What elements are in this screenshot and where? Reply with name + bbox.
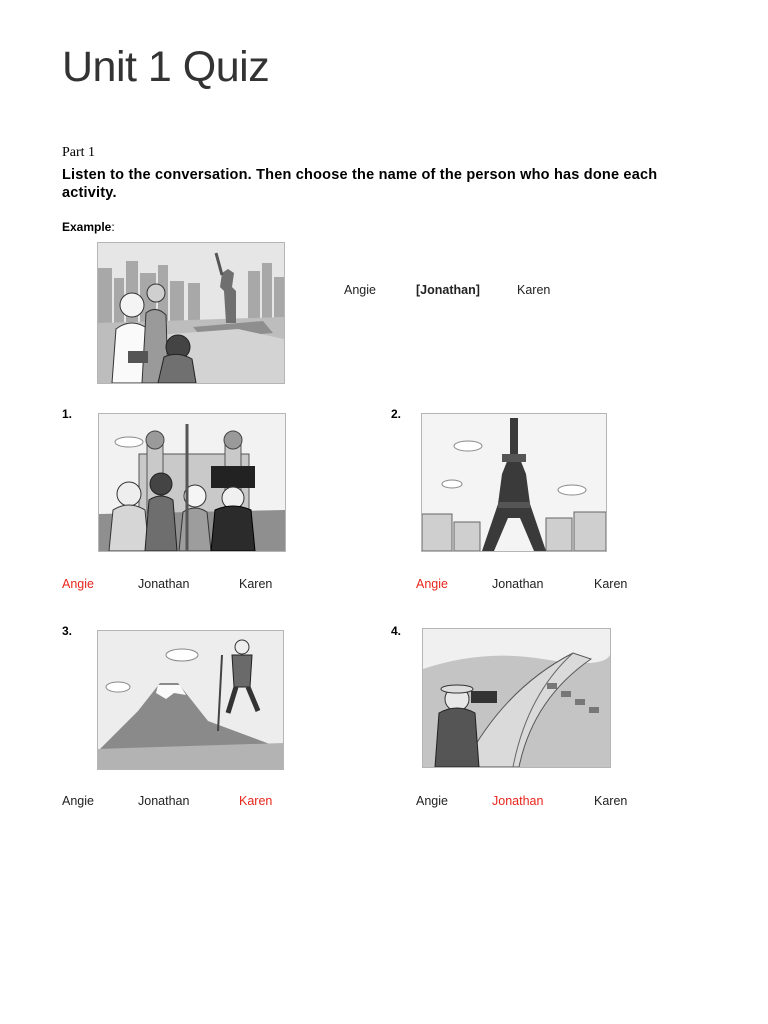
question-1-number: 1. [62, 407, 73, 421]
example-label [62, 220, 115, 234]
question-1-picture-tower-of-london [98, 413, 286, 552]
example-option-angie[interactable]: Angie [344, 283, 376, 297]
question-3-option-karen[interactable]: Karen [239, 794, 273, 808]
question-2-number: 2. [391, 407, 402, 421]
question-3-option-angie[interactable]: Angie [62, 794, 94, 808]
example-option-jonathan-answer[interactable]: [Jonathan] [416, 283, 480, 297]
question-3-number: 3. [62, 624, 73, 638]
page-title: Unit 1 Quiz [62, 43, 270, 91]
question-4-number: 4. [391, 624, 402, 638]
question-2-option-karen[interactable]: Karen [594, 577, 628, 591]
question-4-option-karen[interactable]: Karen [594, 794, 628, 808]
question-4-option-jonathan[interactable]: Jonathan [492, 794, 544, 808]
example-option-karen[interactable]: Karen [517, 283, 551, 297]
question-1-option-karen[interactable]: Karen [239, 577, 273, 591]
question-2-option-angie[interactable]: Angie [416, 577, 448, 591]
question-3-option-jonathan[interactable]: Jonathan [138, 794, 190, 808]
question-3-picture-mountain-hiker [97, 630, 284, 770]
example-label-colon: : [111, 220, 115, 234]
instructions: Listen to the conversation. Then choose the name of the person who has done each activity. [62, 167, 658, 201]
question-4-option-angie[interactable]: Angie [416, 794, 448, 808]
question-1-option-angie[interactable]: Angie [62, 577, 94, 591]
example-label-text: Example [62, 220, 112, 234]
question-2-option-jonathan[interactable]: Jonathan [492, 577, 544, 591]
question-4-picture-great-wall [422, 628, 611, 768]
example-picture-statue-of-liberty [97, 242, 285, 384]
part-label: Part 1 [62, 145, 96, 160]
question-1-option-jonathan[interactable]: Jonathan [138, 577, 190, 591]
question-2-picture-eiffel-tower [421, 413, 607, 552]
